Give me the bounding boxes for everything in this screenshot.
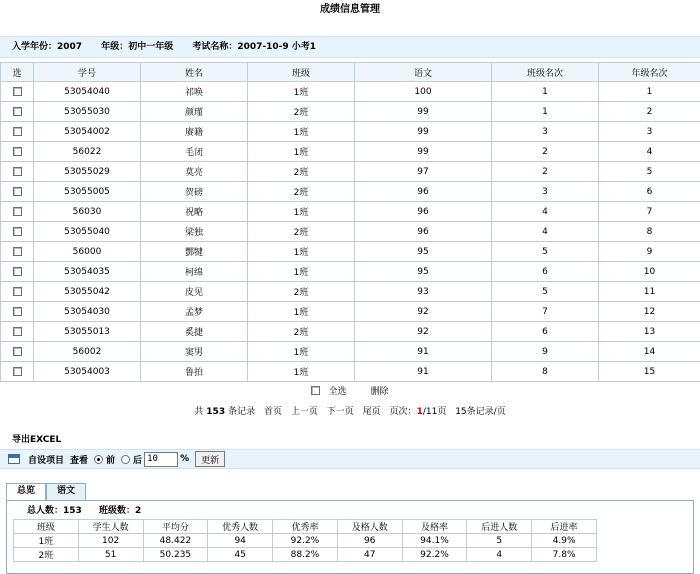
table-header xyxy=(1,63,700,82)
score-table xyxy=(0,62,700,382)
table-cell: 99 xyxy=(355,142,492,162)
table-cell: 窦男 xyxy=(141,342,248,362)
table-cell: 5 xyxy=(492,282,599,302)
table-cell: 颜瑾 xyxy=(141,102,248,122)
summary-cell: 1班 xyxy=(14,534,79,548)
row-checkbox[interactable] xyxy=(13,247,22,256)
column-header: 年级名次 xyxy=(599,63,700,82)
table-cell: 3 xyxy=(492,122,599,142)
table-row xyxy=(1,282,700,302)
row-checkbox[interactable] xyxy=(13,227,22,236)
table-cell: 4 xyxy=(492,202,599,222)
table-cell: 53054040 xyxy=(34,82,141,102)
table-cell: 10 xyxy=(599,262,700,282)
table-cell: 99 xyxy=(355,122,492,142)
summary-column-header: 优秀人数 xyxy=(208,520,273,534)
table-cell: 56002 xyxy=(34,342,141,362)
first-page-link[interactable]: 首页 xyxy=(264,407,282,417)
prev-page-link[interactable]: 上一页 xyxy=(291,407,318,417)
row-select-cell xyxy=(1,262,34,282)
bulk-actions xyxy=(0,382,700,402)
table-cell: 92 xyxy=(355,322,492,342)
table-cell: 莫亮 xyxy=(141,162,248,182)
summary-column-header: 班级 xyxy=(14,520,79,534)
table-cell: 赓籍 xyxy=(141,122,248,142)
table-cell: 5 xyxy=(599,162,700,182)
table-cell: 53055013 xyxy=(34,322,141,342)
table-cell: 奚捷 xyxy=(141,322,248,342)
table-cell: 3 xyxy=(599,122,700,142)
table-cell: 100 xyxy=(355,82,492,102)
enroll-year: 入学年份：2007 xyxy=(12,42,82,52)
table-cell: 鲁拍 xyxy=(141,362,248,382)
table-cell: 1班 xyxy=(248,82,355,102)
table-cell: 11 xyxy=(599,282,700,302)
table-cell: 53054035 xyxy=(34,262,141,282)
table-cell: 2班 xyxy=(248,182,355,202)
row-select-cell xyxy=(1,222,34,242)
table-cell: 91 xyxy=(355,342,492,362)
table-cell: 3 xyxy=(492,182,599,202)
table-cell: 酆犍 xyxy=(141,242,248,262)
table-cell: 4 xyxy=(599,142,700,162)
row-checkbox[interactable] xyxy=(13,167,22,176)
summary-table-header xyxy=(14,520,597,534)
table-cell: 贺磅 xyxy=(141,182,248,202)
row-checkbox[interactable] xyxy=(13,187,22,196)
table-cell: 1班 xyxy=(248,242,355,262)
summary-cell: 92.2% xyxy=(402,548,467,562)
table-cell: 4 xyxy=(492,222,599,242)
summary-cell: 96 xyxy=(337,534,402,548)
summary-cell: 88.2% xyxy=(273,548,338,562)
table-cell: 95 xyxy=(355,262,492,282)
table-row xyxy=(1,302,700,322)
total-students: 总人数：153 xyxy=(27,506,82,516)
delete-link[interactable]: 删除 xyxy=(371,387,389,397)
total-suffix: 条记录 xyxy=(228,407,255,417)
summary-table xyxy=(13,519,597,562)
row-select-cell xyxy=(1,322,34,342)
table-cell: 2班 xyxy=(248,162,355,182)
row-select-cell xyxy=(1,82,34,102)
table-cell: 15 xyxy=(599,362,700,382)
row-checkbox[interactable] xyxy=(13,367,22,376)
table-cell: 12 xyxy=(599,302,700,322)
row-select-cell xyxy=(1,242,34,262)
page-title: 成绩信息管理 xyxy=(0,0,700,22)
table-cell: 53055030 xyxy=(34,102,141,122)
table-row xyxy=(1,82,700,102)
table-cell: 7 xyxy=(599,202,700,222)
column-header: 语文 xyxy=(355,63,492,82)
summary-cell: 92.2% xyxy=(273,534,338,548)
table-cell: 2 xyxy=(599,102,700,122)
table-cell: 96 xyxy=(355,222,492,242)
row-checkbox[interactable] xyxy=(13,267,22,276)
table-cell: 92 xyxy=(355,302,492,322)
table-cell: 9 xyxy=(492,342,599,362)
table-cell: 6 xyxy=(492,262,599,282)
summary-cell: 50.235 xyxy=(143,548,208,562)
row-select-cell xyxy=(1,102,34,122)
summary-cell: 94.1% xyxy=(402,534,467,548)
summary-cell: 94 xyxy=(208,534,273,548)
table-cell: 1班 xyxy=(248,342,355,362)
table-row xyxy=(1,342,700,362)
row-select-cell xyxy=(1,362,34,382)
summary-cell: 51 xyxy=(78,548,143,562)
table-cell: 97 xyxy=(355,162,492,182)
table-cell: 95 xyxy=(355,242,492,262)
table-row xyxy=(1,182,700,202)
summary-cell: 4 xyxy=(467,548,532,562)
table-cell: 96 xyxy=(355,182,492,202)
back-label: 后 xyxy=(133,453,142,466)
table-cell: 53055005 xyxy=(34,182,141,202)
summary-cell: 47 xyxy=(337,548,402,562)
table-cell: 13 xyxy=(599,322,700,342)
table-cell: 99 xyxy=(355,102,492,122)
summary-column-header: 及格人数 xyxy=(337,520,402,534)
table-row xyxy=(1,362,700,382)
current-page: 1 xyxy=(417,407,423,417)
last-page-link[interactable]: 尾页 xyxy=(363,407,381,417)
table-cell: 1 xyxy=(492,102,599,122)
summary-header xyxy=(13,505,687,519)
table-cell: 14 xyxy=(599,342,700,362)
row-checkbox[interactable] xyxy=(13,127,22,136)
table-row xyxy=(1,242,700,262)
table-cell: 6 xyxy=(599,182,700,202)
table-cell: 祝略 xyxy=(141,202,248,222)
total-prefix: 共 xyxy=(194,407,203,417)
summary-cell: 5 xyxy=(467,534,532,548)
view-label: 查看 xyxy=(70,453,88,466)
row-checkbox[interactable] xyxy=(13,347,22,356)
table-cell: 8 xyxy=(492,362,599,382)
summary-column-header: 优秀率 xyxy=(273,520,338,534)
row-checkbox[interactable] xyxy=(13,207,22,216)
overview-panel xyxy=(6,500,694,574)
table-cell: 毛闭 xyxy=(141,142,248,162)
grade-name: 年级：初中一年级 xyxy=(101,42,173,52)
table-cell: 53055042 xyxy=(34,282,141,302)
tab-overview[interactable]: 总览 xyxy=(6,483,46,500)
tab-chinese[interactable]: 语文 xyxy=(46,483,86,500)
column-header: 班级 xyxy=(248,63,355,82)
row-checkbox[interactable] xyxy=(13,307,22,316)
summary-cell: 7.8% xyxy=(532,548,597,562)
column-header: 班级名次 xyxy=(492,63,599,82)
table-cell: 祁唤 xyxy=(141,82,248,102)
back-radio[interactable] xyxy=(121,455,130,464)
table-cell: 1班 xyxy=(248,362,355,382)
table-cell: 梁独 xyxy=(141,222,248,242)
stats-toolbar xyxy=(0,449,700,469)
summary-cell: 102 xyxy=(78,534,143,548)
summary-cell: 48.422 xyxy=(143,534,208,548)
total-count: 153 xyxy=(206,407,225,417)
table-cell: 1 xyxy=(492,82,599,102)
exam-info-bar xyxy=(0,36,700,58)
table-row xyxy=(1,322,700,342)
table-cell: 53054030 xyxy=(34,302,141,322)
custom-items-label[interactable]: 自设项目 xyxy=(28,453,64,466)
window-icon xyxy=(8,454,20,464)
row-select-cell xyxy=(1,202,34,222)
row-select-cell xyxy=(1,142,34,162)
table-cell: 53055029 xyxy=(34,162,141,182)
row-checkbox[interactable] xyxy=(13,87,22,96)
refresh-button[interactable]: 更新 xyxy=(195,451,225,467)
summary-column-header: 及格率 xyxy=(402,520,467,534)
summary-cell: 4.9% xyxy=(532,534,597,548)
table-cell: 53054003 xyxy=(34,362,141,382)
table-cell: 8 xyxy=(599,222,700,242)
column-header: 学号 xyxy=(34,63,141,82)
table-cell: 53054002 xyxy=(34,122,141,142)
table-cell: 2 xyxy=(492,142,599,162)
stats-tabs xyxy=(0,482,700,500)
pagination xyxy=(0,402,700,422)
table-cell: 91 xyxy=(355,362,492,382)
table-cell: 56022 xyxy=(34,142,141,162)
row-select-cell xyxy=(1,282,34,302)
table-cell: 2班 xyxy=(248,282,355,302)
table-cell: 96 xyxy=(355,202,492,222)
table-cell: 9 xyxy=(599,242,700,262)
table-row xyxy=(1,162,700,182)
row-checkbox[interactable] xyxy=(13,287,22,296)
row-checkbox[interactable] xyxy=(13,327,22,336)
column-header: 姓名 xyxy=(141,63,248,82)
page-of: /11页 xyxy=(423,407,447,417)
table-cell: 1班 xyxy=(248,262,355,282)
export-excel-link[interactable]: 导出EXCEL xyxy=(0,431,700,449)
row-select-cell xyxy=(1,162,34,182)
class-count: 班级数：2 xyxy=(99,506,141,516)
percent-input[interactable] xyxy=(144,452,178,467)
table-cell: 5 xyxy=(492,242,599,262)
table-cell: 7 xyxy=(492,302,599,322)
table-cell: 56000 xyxy=(34,242,141,262)
table-cell: 皮见 xyxy=(141,282,248,302)
table-cell: 2班 xyxy=(248,322,355,342)
select-all-link[interactable]: 全选 xyxy=(328,387,346,397)
table-cell: 2班 xyxy=(248,102,355,122)
summary-column-header: 后进人数 xyxy=(467,520,532,534)
table-cell: 1班 xyxy=(248,142,355,162)
row-select-cell xyxy=(1,122,34,142)
percent-unit: % xyxy=(180,454,189,464)
row-select-cell xyxy=(1,342,34,362)
table-row xyxy=(1,262,700,282)
summary-cell: 45 xyxy=(208,548,273,562)
table-cell: 1班 xyxy=(248,302,355,322)
summary-column-header: 后进率 xyxy=(532,520,597,534)
table-cell: 1班 xyxy=(248,122,355,142)
row-select-cell xyxy=(1,182,34,202)
summary-row xyxy=(14,534,597,548)
table-cell: 2 xyxy=(492,162,599,182)
front-radio[interactable] xyxy=(94,455,103,464)
table-cell: 6 xyxy=(492,322,599,342)
page-label: 页次： xyxy=(390,407,417,417)
table-cell: 56030 xyxy=(34,202,141,222)
row-checkbox[interactable] xyxy=(13,107,22,116)
table-cell: 孟梦 xyxy=(141,302,248,322)
exam-name: 考试名称：2007-10-9 小考1 xyxy=(192,42,316,52)
table-cell: 93 xyxy=(355,282,492,302)
row-checkbox[interactable] xyxy=(13,147,22,156)
table-cell: 53055040 xyxy=(34,222,141,242)
table-cell: 柯绵 xyxy=(141,262,248,282)
row-select-cell xyxy=(1,302,34,322)
table-cell: 1班 xyxy=(248,202,355,222)
table-cell: 1 xyxy=(599,82,700,102)
summary-row xyxy=(14,548,597,562)
table-row xyxy=(1,142,700,162)
table-row xyxy=(1,202,700,222)
column-header: 选 xyxy=(1,63,34,82)
table-cell: 2班 xyxy=(248,222,355,242)
summary-column-header: 平均分 xyxy=(143,520,208,534)
table-row xyxy=(1,122,700,142)
next-page-link[interactable]: 下一页 xyxy=(327,407,354,417)
per-page: 15条记录/页 xyxy=(455,407,506,417)
select-all-checkbox[interactable] xyxy=(311,386,320,395)
table-row xyxy=(1,222,700,242)
front-label: 前 xyxy=(106,453,115,466)
summary-cell: 2班 xyxy=(14,548,79,562)
summary-column-header: 学生人数 xyxy=(78,520,143,534)
table-row xyxy=(1,102,700,122)
